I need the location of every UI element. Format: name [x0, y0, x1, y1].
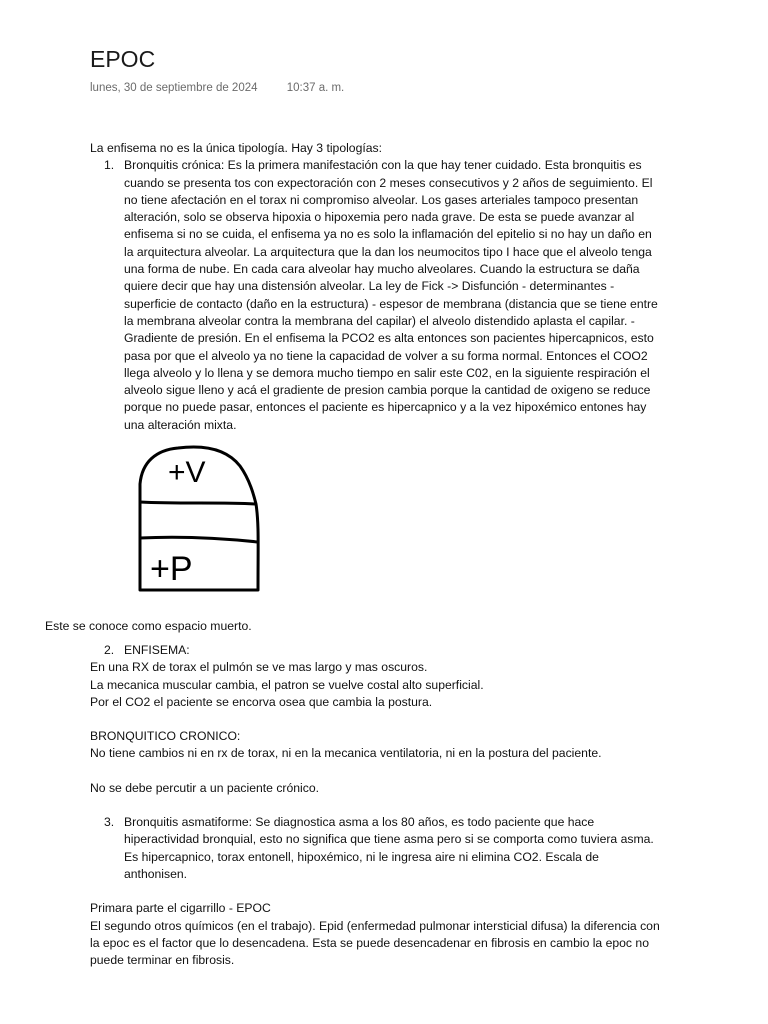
note-body-top: [90, 140, 662, 434]
list-item-text: Bronquitis asmatiforme: Se diagnostica asma a los 80 años, es todo paciente que hace hiperactividad bronquial, esto no significa que tiene asma pero si se comporta como tuviera asma. Es hipercapnico, torax entonell, hipoxémico, ni le ingresa aire ni elimina CO2. Escala de anthonisen.: [124, 815, 654, 881]
note-body-bottom: [90, 642, 662, 969]
list-item: [90, 157, 662, 434]
cigarrillo-heading: Primara parte el cigarrillo - EPOC: [90, 901, 271, 916]
list-item: [90, 642, 662, 659]
page-date: lunes, 30 de septiembre de 2024: [90, 82, 258, 94]
dead-space-note: Este se conoce como espacio muerto.: [45, 619, 252, 633]
list-item-text: ENFISEMA:: [124, 643, 190, 657]
pressure-label: +P: [150, 550, 193, 588]
intro-text: La enfisema no es la única tipología. Hay 3 tipologías:: [90, 141, 383, 155]
cigarrillo-text: El segundo otros químicos (en el trabajo). Epid (enfermedad pulmonar intersticial difusa) la diferencia con la epoc es el factor que lo desencadena. Esta se puede desencadenar en fibrosis en cambio la epoc no puede terminar en fibrosis.: [90, 918, 660, 968]
enfisema-line: En una RX de torax el pulmón se ve mas largo y mas oscuros.: [90, 660, 428, 675]
enfisema-line: La mecanica muscular cambia, el patron se vuelve costal alto superficial.: [90, 677, 484, 692]
divider-line-bottom: [140, 537, 258, 542]
volume-label: +V: [168, 456, 206, 489]
list-item-text: Bronquitis crónica: Es la primera manifestación con la que hay tener cuidado. Esta bronquitis es cuando se presenta tos con expectoración con 2 meses consecutivos y 2 años de seguimiento. El no tiene afectación en el torax ni compromiso alveolar. Los gases arteriales tampoco presentan alteración, solo se observa hipoxia o hipoxemia pero nada grave. De esta se puede avanzar al enfisema si no se cuida, el enfisema ya no es solo la inflamación del epitelio si no hay un daño en la arquitectura alveolar. La arquitectura que la dan los neumocitos tipo I hace que el alveolo tenga una forma de nube. En cada cara alveolar hay mucho alveolares. Cuando la estructura se daña quiere decir que hay una distensión alveolar. La ley de Fick -> Disfunción - determinantes - superficie de contacto (daño en la estructura) - espesor de membrana (distancia que se tiene entre la membrana alveolar contra la membrana del capilar) el alveolo distendido aplasta el capilar. - Gradiente de presión. En el enfisema la PCO2 es alta entonces son pacientes hipercapnicos, esto pasa por que el alveolo ya no tiene la capacidad de volver a su forma normal. Entonces el COO2 llega alveolo y lo llena y se demora mucho tiempo en salir este C02, en la siguiente respiración el alveolo sigue lleno y acá el gradiente de presion cambia porque la cantidad de oxigeno se reduce porque no puede pasar, entonces el paciente es hipercapnico y a la vez hipoxémico entones hay una alteración mixta.: [124, 158, 658, 432]
divider-line-top: [140, 502, 256, 504]
page-meta: [90, 82, 344, 94]
alveolus-drawing: [130, 444, 270, 596]
list-number: 2.: [104, 643, 115, 657]
page-title: EPOC: [90, 46, 156, 72]
bronquitico-heading: BRONQUITICO CRONICO:: [90, 729, 241, 744]
bronquitico-text: No tiene cambios ni en rx de torax, ni en la mecanica ventilatoria, ni en la postura del paciente.: [90, 746, 602, 761]
list-item: [90, 814, 662, 883]
enfisema-line: Por el CO2 el paciente se encorva osea que cambia la postura.: [90, 694, 433, 709]
list-number: 3.: [104, 815, 115, 830]
page-time: 10:37 a. m.: [286, 82, 345, 94]
list-number: 1.: [104, 158, 115, 173]
no-percutir-text: No se debe percutir a un paciente crónico.: [90, 780, 319, 795]
